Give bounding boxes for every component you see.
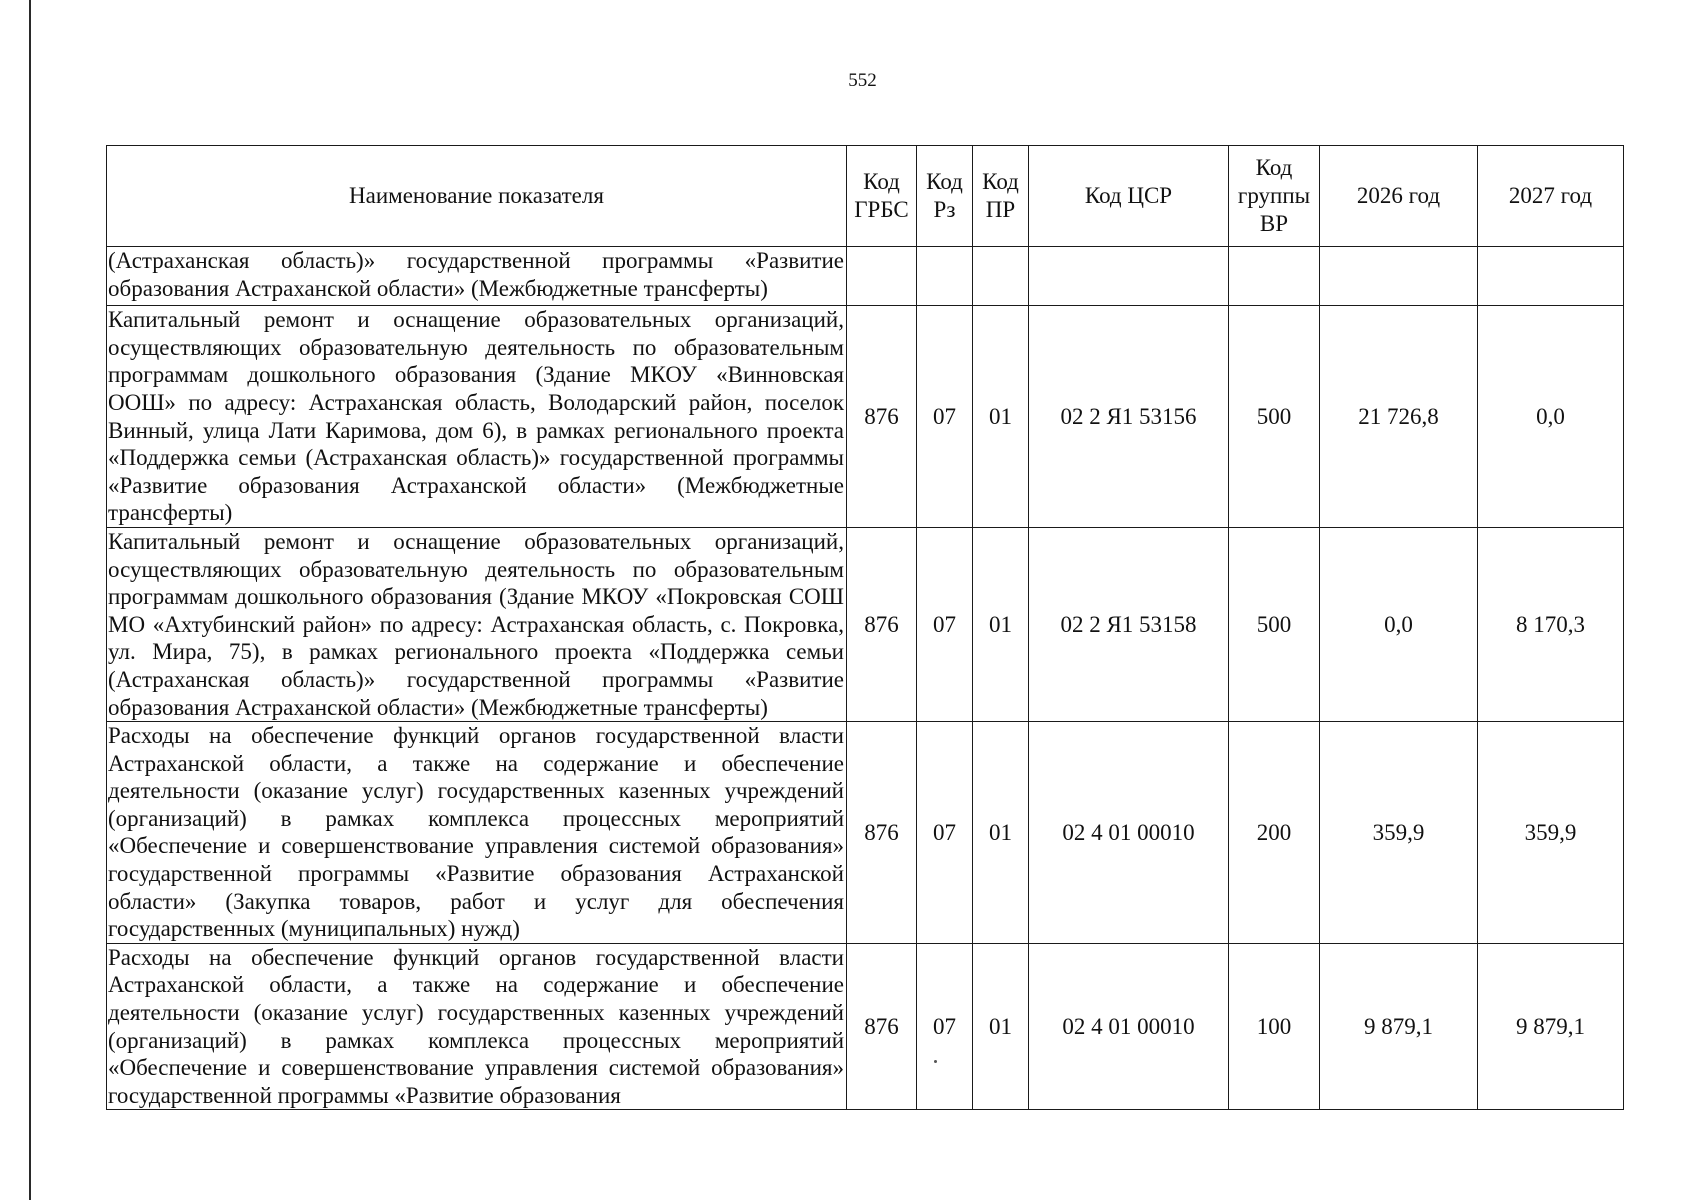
cell-csr: 02 2 Я1 53158 (1029, 527, 1229, 721)
header-2027: 2027 год (1478, 146, 1624, 247)
cell-rz: 07 (917, 306, 973, 528)
header-pr: Код ПР (973, 146, 1029, 247)
scan-margin-line (29, 0, 31, 1200)
cell-grbs: 876 (847, 306, 917, 528)
cell-grbs: 876 (847, 527, 917, 721)
cell-name: Капитальный ремонт и оснащение образовательных организаций, осуществляющих образовательную деятельность по образовательным программам дошкольного образования (Здание МКОУ «Винновская ООШ» по адресу: Астраханская область, Володарский район, поселок Винный, улица Лати Каримова, дом 6), в рамках регионального проекта «Поддержка семьи (Астраханская область)» государственной программы «Развитие образования Астраханской области» (Межбюджетные трансферты) (107, 306, 847, 528)
cell-csr: 02 2 Я1 53156 (1029, 306, 1229, 528)
cell-pr: 01 (973, 527, 1029, 721)
table-row (107, 722, 1624, 944)
cell-name: (Астраханская область)» государственной программы «Развитие образования Астраханской области» (Межбюджетные трансферты) (107, 247, 847, 306)
budget-table (106, 145, 1624, 1110)
header-rz: Код Рз (917, 146, 973, 247)
cell-2027: 8 170,3 (1478, 527, 1624, 721)
header-csr: Код ЦСР (1029, 146, 1229, 247)
cell-name: Расходы на обеспечение функций органов государственной власти Астраханской области, а также на содержание и обеспечение деятельности (оказание услуг) государственных казенных учреждений (организаций) в рамках комплекса процессных мероприятий «Обеспечение и совершенствование управления системой образования» государственной программы «Развитие образования Астраханской области» (Закупка товаров, работ и услуг для обеспечения государственных (муниципальных) нужд) (107, 722, 847, 944)
cell-csr (1029, 247, 1229, 306)
cell-pr (973, 247, 1029, 306)
cell-rz: 07 (917, 527, 973, 721)
header-name: Наименование показателя (107, 146, 847, 247)
table-row (107, 247, 1624, 306)
cell-2027: 359,9 (1478, 722, 1624, 944)
cell-2026: 359,9 (1320, 722, 1478, 944)
cell-2026: 21 726,8 (1320, 306, 1478, 528)
cell-vr (1229, 247, 1320, 306)
cell-rz (917, 247, 973, 306)
cell-2027: 0,0 (1478, 306, 1624, 528)
cell-vr: 500 (1229, 527, 1320, 721)
cell-csr: 02 4 01 00010 (1029, 722, 1229, 944)
header-vr: Код группы ВР (1229, 146, 1320, 247)
table-header-row (107, 146, 1624, 247)
cell-2026: 9 879,1 (1320, 943, 1478, 1110)
cell-name: Капитальный ремонт и оснащение образовательных организаций, осуществляющих образовательную деятельность по образовательным программам дошкольного образования (Здание МКОУ «Покровская СОШ МО «Ахтубинский район» по адресу: Астраханская область, с. Покровка, ул. Мира, 75), в рамках регионального проекта «Поддержка семьи (Астраханская область)» государственной программы «Развитие образования Астраханской области» (Межбюджетные трансферты) (107, 527, 847, 721)
cell-vr: 200 (1229, 722, 1320, 944)
cell-rz: 07 (917, 722, 973, 944)
table-row (107, 306, 1624, 528)
cell-pr: 01 (973, 306, 1029, 528)
table-row (107, 943, 1624, 1110)
cell-csr: 02 4 01 00010 (1029, 943, 1229, 1110)
cell-grbs: 876 (847, 722, 917, 944)
cell-2026: 0,0 (1320, 527, 1478, 721)
cell-vr: 500 (1229, 306, 1320, 528)
cell-vr: 100 (1229, 943, 1320, 1110)
page-number: 552 (848, 70, 877, 91)
cell-2027 (1478, 247, 1624, 306)
header-grbs: Код ГРБС (847, 146, 917, 247)
cell-pr: 01 (973, 722, 1029, 944)
cell-pr: 01 (973, 943, 1029, 1110)
cell-2026 (1320, 247, 1478, 306)
cell-2027: 9 879,1 (1478, 943, 1624, 1110)
cell-grbs: 876 (847, 943, 917, 1110)
cell-name: Расходы на обеспечение функций органов государственной власти Астраханской области, а также на содержание и обеспечение деятельности (оказание услуг) государственных казенных учреждений (организаций) в рамках комплекса процессных мероприятий «Обеспечение и совершенствование управления системой образования» государственной программы «Развитие образования (107, 943, 847, 1110)
table-row (107, 527, 1624, 721)
cell-rz: 07 (917, 943, 973, 1110)
cell-grbs (847, 247, 917, 306)
header-2026: 2026 год (1320, 146, 1478, 247)
